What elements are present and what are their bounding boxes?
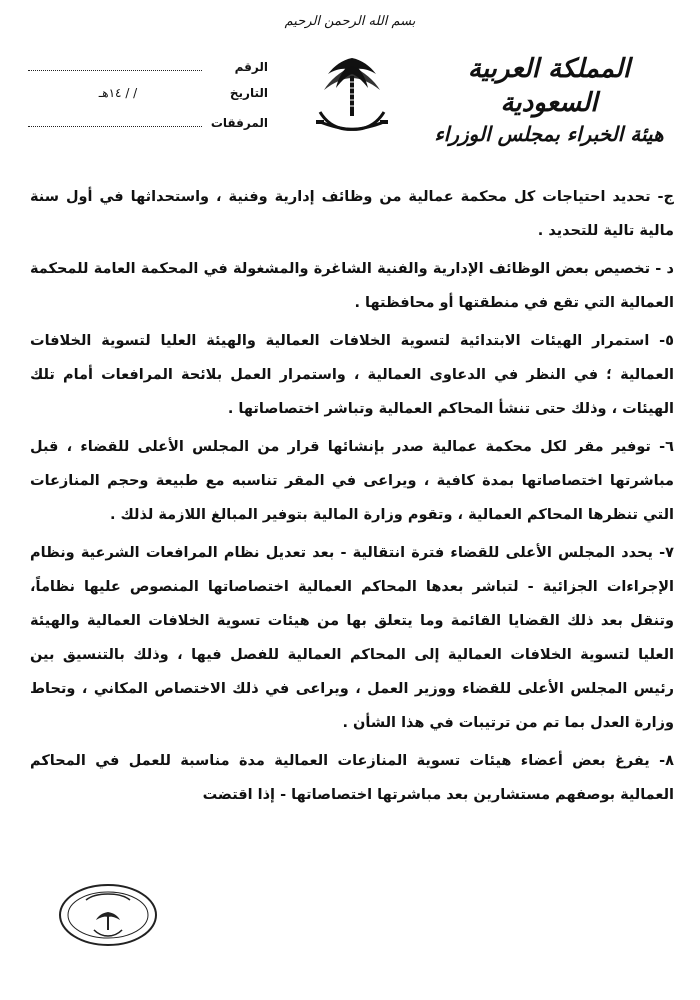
paragraph-c: ج- تحديد احتياجات كل محكمة عمالية من وظائف إدارية وفنية ، واستحداثها في أول سنة مالية تالية للتحديد .: [30, 189, 674, 239]
authority-name: هيئة الخبراء بمجلس الوزراء: [434, 122, 664, 146]
date-row: [28, 86, 268, 114]
document-body: [30, 180, 674, 816]
paragraph-5: ٥- استمرار الهيئات الابتدائية لتسوية الخلافات العمالية والهيئة العليا لتسوية الخلافات العمالية ؛ في النظر في الدعاوى العمالية ، واستمرار العمل بلائحة المرافعات أمام تلك الهيئات ، وذلك حتى تنشأ المحاكم العمالية وتباشر اختصاصاتها .: [30, 333, 674, 417]
paragraph-7: ٧- يحدد المجلس الأعلى للقضاء فترة انتقالية - بعد تعديل نظام المرافعات الشرعية ونظام الإجراءات الجزائية - لتباشر بعدها المحاكم العمالية اختصاصاتها المنصوص عليها نظاماً، وتنقل بعد ذلك القضايا القائمة وما يتعلق بها من هيئات تسوية الخلافات العمالية والهيئة العليا لتسوية الخلافات العمالية إلى المحاكم العمالية للفصل فيها ، وذلك بالتنسيق بين رئيس المجلس الأعلى للقضاء ووزير العمل ، ويراعى في ذلك الاختصاص المكاني ، وتحاط وزارة العدل بما تم من ترتيبات في هذا الشأن .: [30, 545, 674, 731]
palm-and-swords-emblem-icon: [312, 48, 392, 140]
reference-number-label: الرقم: [234, 60, 268, 74]
attachments-line: [28, 114, 202, 127]
kingdom-name: المملكة العربية السعودية: [467, 54, 631, 118]
basmala: بسم الله الرحمن الرحيم: [284, 14, 416, 29]
reference-number-row: [28, 58, 268, 86]
paragraph-6: ٦- توفير مقر لكل محكمة عمالية صدر بإنشائها قرار من المجلس الأعلى للقضاء ، قبل مباشرتها اختصاصاتها بمدة كافية ، ويراعى في المقر تناسبه مع طبيعة وحجم المنازعات التي تنظرها المحاكم العمالية ، وتقوم وزارة المالية بتوفير المبالغ اللازمة لذلك .: [30, 439, 674, 523]
date-value: / / ١٤هـ: [98, 86, 138, 100]
reference-number-line: [28, 58, 202, 71]
reference-fields: [28, 58, 268, 142]
attachments-row: [28, 114, 268, 142]
letterhead-title: [424, 52, 674, 148]
paragraph-8: ٨- يفرغ بعض أعضاء هيئات تسوية المنازعات العمالية مدة مناسبة للعمل في المحاكم العمالية بوصفهم مستشارين بعد مباشرتها اختصاصاتها - إذا اقتضت: [30, 753, 674, 803]
date-label: التاريخ: [229, 86, 268, 100]
paragraph-d: د - تخصيص بعض الوظائف الإدارية والفنية الشاغرة والمشغولة في المحكمة العامة للمحكمة العمالية التي تقع في منطقتها أو محافظتها .: [30, 261, 674, 311]
attachments-label: المرفقات: [210, 116, 268, 130]
official-seal-icon: [56, 880, 160, 950]
